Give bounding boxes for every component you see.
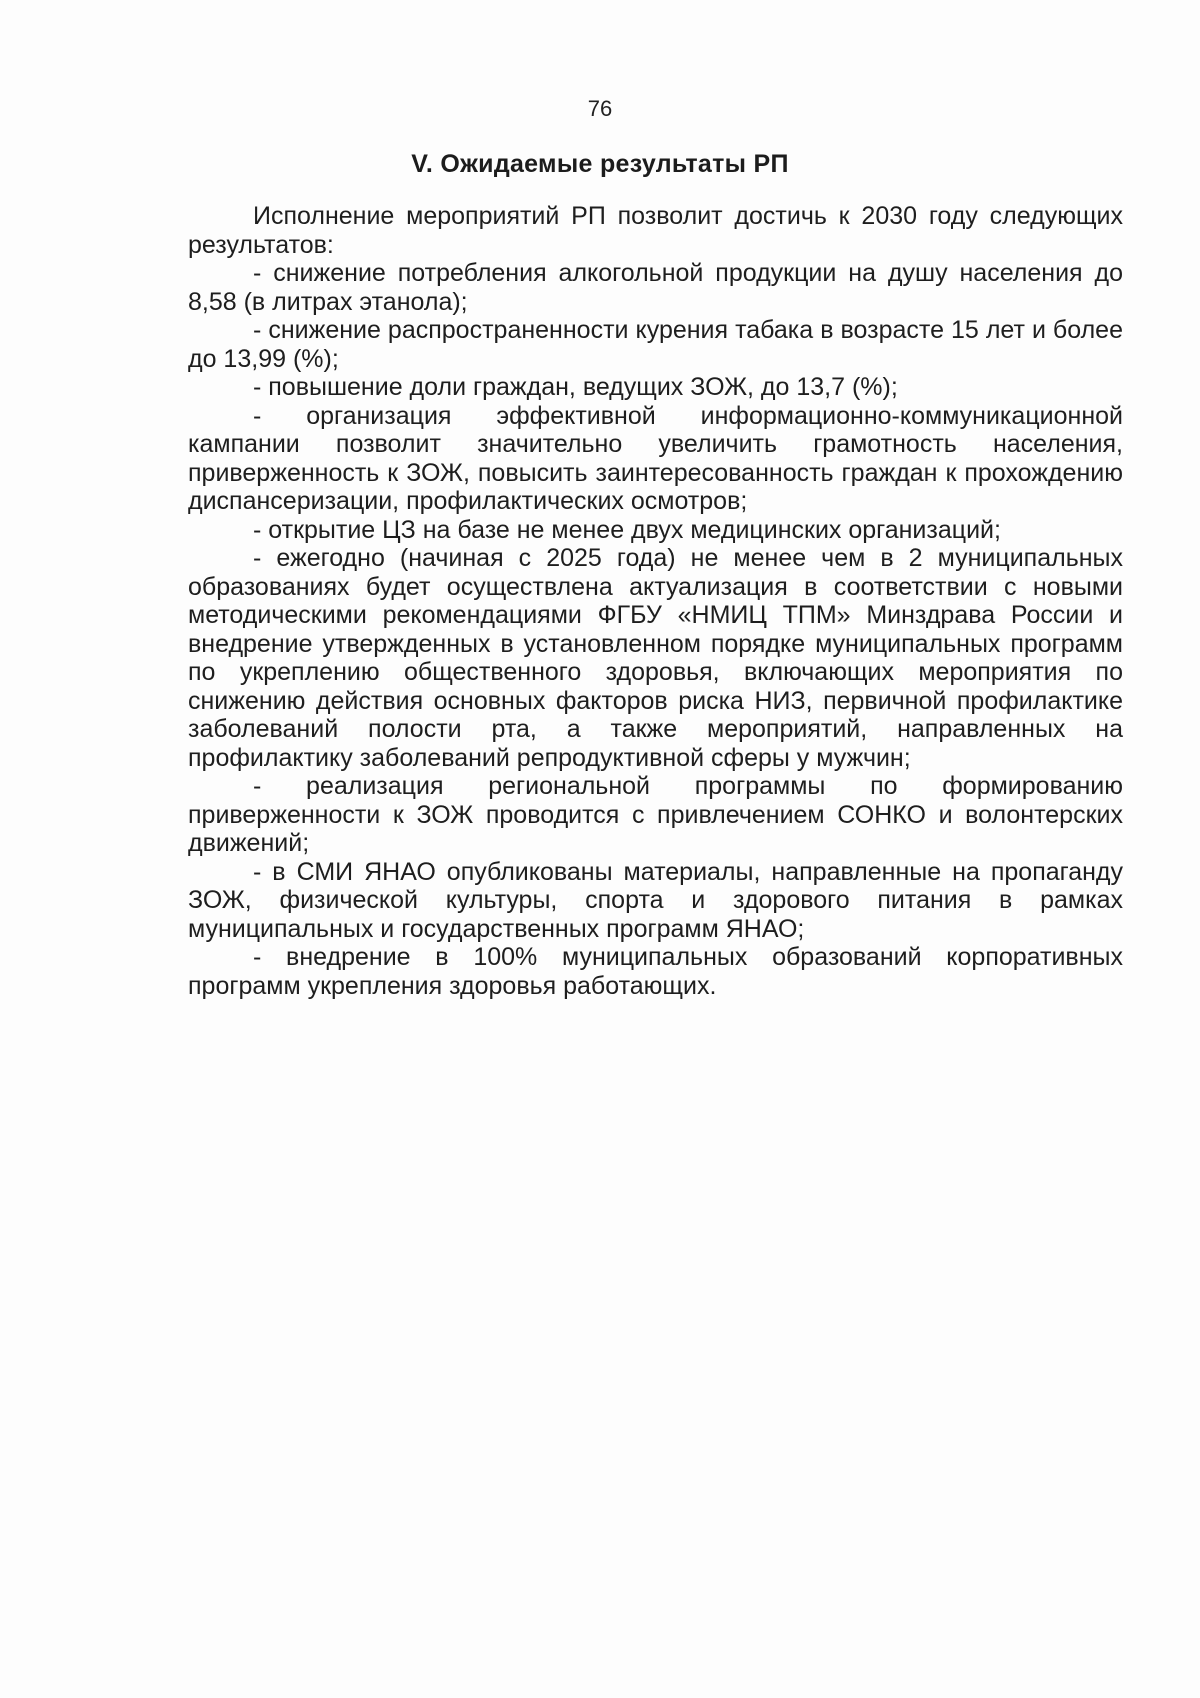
list-item: - в СМИ ЯНАО опубликованы материалы, направленные на пропаганду ЗОЖ, физической культуры, спорта и здорового питания в рамках муниципальных и государственных программ ЯНАО; xyxy=(188,857,1123,943)
list-item: - снижение распространенности курения табака в возрасте 15 лет и более до 13,99 (%); xyxy=(188,316,1123,373)
list-item: - ежегодно (начиная с 2025 года) не менее чем в 2 муниципальных образованиях будет осуществлена актуализация в соответствии с новыми методическими рекомендациями ФГБУ «НМИЦ ТПМ» Минздрава России и внедрение утвержденных в установленном порядке муниципальных программ по укреплению общественного здоровья, включающих мероприятия по снижению действия основных факторов риска НИЗ, первичной профилактике заболеваний полости рта, а также мероприятий, направленных на профилактику заболеваний репродуктивной сферы у мужчин; xyxy=(188,544,1123,772)
page-number: 76 xyxy=(587,96,613,121)
list-item: - повышение доли граждан, ведущих ЗОЖ, до 13,7 (%); xyxy=(253,373,898,401)
list-item: - внедрение в 100% муниципальных образований корпоративных программ укрепления здоровья работающих. xyxy=(188,943,1123,1000)
list-item: - организация эффективной информационно-коммуникационной кампании позволит значительно увеличить грамотность населения, приверженность к ЗОЖ, повысить заинтересованность граждан к прохождению диспансеризации, профилактических осмотров; xyxy=(188,401,1123,515)
section-title: V. Ожидаемые результаты РП xyxy=(411,150,789,178)
intro-paragraph: Исполнение мероприятий РП позволит достичь к 2030 году следующих результатов: xyxy=(188,202,1123,259)
list-item: - реализация региональной программы по формированию приверженности к ЗОЖ проводится с привлечением СОНКО и волонтерских движений; xyxy=(188,772,1123,857)
body-text xyxy=(188,202,1123,1000)
list-item: - снижение потребления алкогольной продукции на душу населения до 8,58 (в литрах этанола); xyxy=(188,259,1123,316)
list-item: - открытие ЦЗ на базе не менее двух медицинских организаций; xyxy=(253,515,1001,544)
